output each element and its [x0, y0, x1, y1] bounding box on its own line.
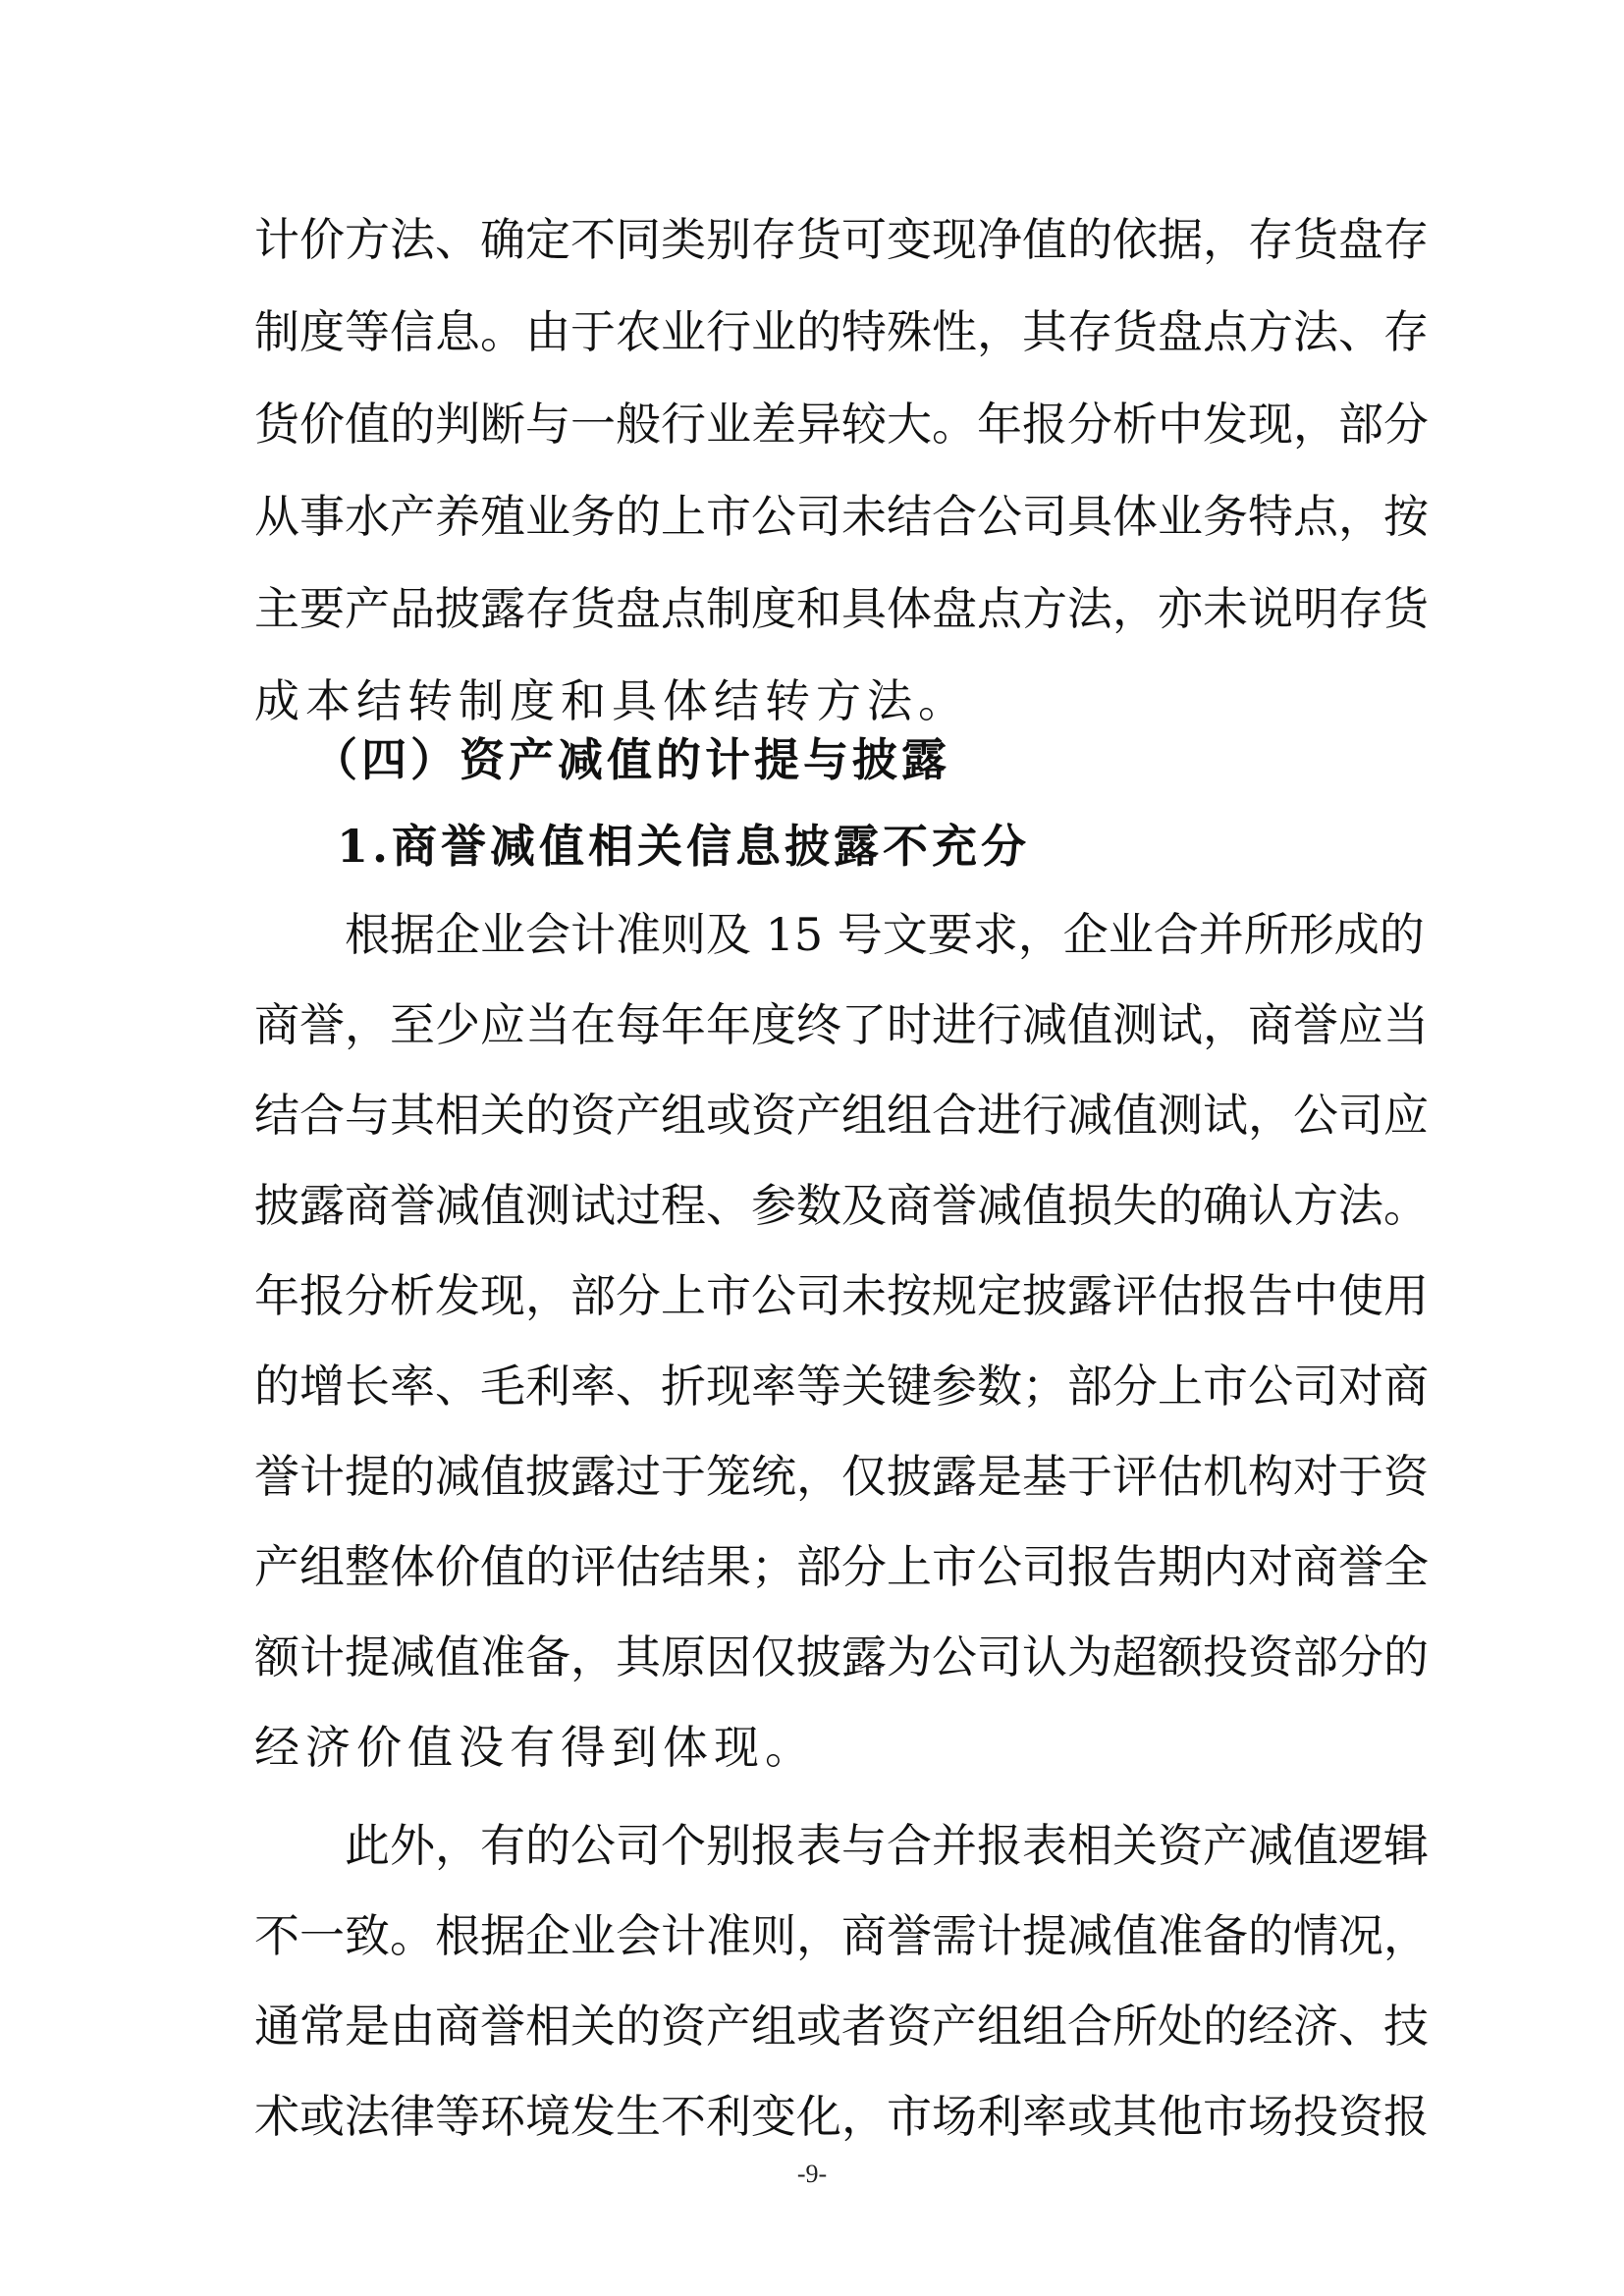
paragraph-line: 誉计提的减值披露过于笼统，仅披露是基于评估机构对于资: [254, 1450, 1429, 1503]
paragraph-line: 产组整体价值的评估结果；部分上市公司报告期内对商誉全: [254, 1540, 1429, 1593]
paragraph-line: 货价值的判断与一般行业差异较大。年报分析中发现，部分: [254, 398, 1429, 451]
paragraph-line: 不一致。根据企业会计准则，商誉需计提减值准备的情况，: [254, 1909, 1429, 1962]
paragraph-line: 制度等信息。由于农业行业的特殊性，其存货盘点方法、存: [254, 305, 1429, 358]
paragraph-line: 披露商誉减值测试过程、参数及商誉减值损失的确认方法。: [254, 1179, 1429, 1232]
paragraph-line: 此外，有的公司个别报表与合并报表相关资产减值逻辑: [345, 1819, 1429, 1872]
paragraph-line: 的增长率、毛利率、折现率等关键参数；部分上市公司对商: [254, 1360, 1429, 1413]
paragraph-line: 成本结转制度和具体结转方法。: [254, 674, 969, 727]
paragraph-line: 年报分析发现，部分上市公司未按规定披露评估报告中使用: [254, 1269, 1429, 1322]
paragraph-line: 商誉，至少应当在每年年度终了时进行减值测试，商誉应当: [254, 998, 1429, 1051]
paragraph-line: 额计提减值准备，其原因仅披露为公司认为超额投资部分的: [254, 1630, 1429, 1683]
paragraph-line: 术或法律等环境发生不利变化，市场利率或其他市场投资报: [254, 2090, 1429, 2143]
paragraph-line: 计价方法、确定不同类别存货可变现净值的依据，存货盘存: [254, 213, 1429, 266]
paragraph-line: 经济价值没有得到体现。: [254, 1721, 816, 1774]
paragraph-line: 根据企业会计准则及 15 号文要求，企业合并所形成的: [345, 908, 1425, 961]
subsection-heading: 1.商誉减值相关信息披露不充分: [337, 820, 1031, 873]
paragraph-line: 从事水产养殖业务的上市公司未结合公司具体业务特点，按: [254, 490, 1429, 543]
page-number: -9-: [796, 2160, 828, 2188]
paragraph-line: 通常是由商誉相关的资产组或者资产组组合所处的经济、技: [254, 2000, 1429, 2053]
paragraph-line: 主要产品披露存货盘点制度和具体盘点方法，亦未说明存货: [254, 582, 1429, 635]
section-heading: （四）资产减值的计提与披露: [312, 733, 950, 786]
paragraph-line: 结合与其相关的资产组或资产组组合进行减值测试，公司应: [254, 1089, 1429, 1142]
